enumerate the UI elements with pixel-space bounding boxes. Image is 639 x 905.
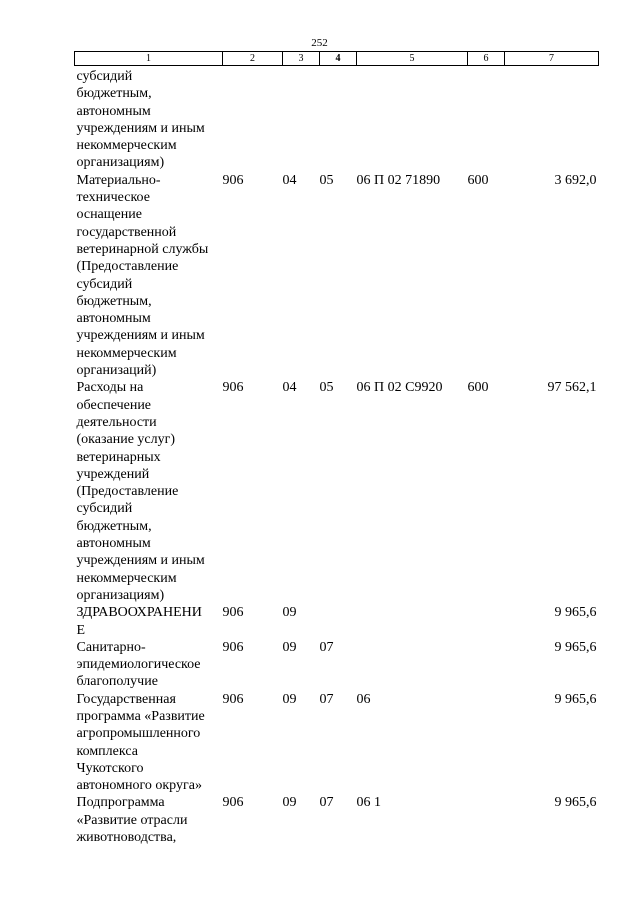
row-type [468, 794, 505, 846]
table-row [75, 604, 599, 639]
row-subsection [320, 604, 357, 639]
row-code [223, 66, 283, 172]
row-sum: 9 965,6 [554, 605, 597, 621]
table-row [75, 639, 599, 691]
row-sum: 97 562,1 [547, 380, 597, 396]
row-section: 09 [282, 691, 297, 707]
row-type [468, 639, 505, 691]
row-name: Государственная программа «Развитие агропромышленного комплекса Чукотского автономного округа» [76, 691, 205, 794]
row-sum: 3 692,0 [554, 172, 597, 188]
row-type [468, 604, 505, 639]
row-code: 906 [222, 605, 244, 621]
table-row [75, 66, 599, 172]
row-name: Подпрограмма «Развитие отрасли животноводства, [76, 795, 188, 846]
row-name: субсидий бюджетным, автономным учреждениям и иным некоммерческим организациям) [76, 69, 205, 171]
row-sum: 9 965,6 [554, 639, 597, 655]
header-col-5: 5 [357, 52, 468, 66]
row-section: 09 [282, 795, 297, 811]
row-subsection [320, 66, 357, 172]
row-section: 04 [282, 172, 297, 188]
row-code: 906 [222, 691, 244, 707]
row-code: 906 [222, 795, 244, 811]
row-code: 906 [222, 639, 244, 655]
row-subsection: 07 [319, 691, 334, 707]
row-type [468, 691, 505, 795]
row-code: 906 [222, 172, 244, 188]
header-col-1: 1 [75, 52, 223, 66]
row-type: 600 [467, 172, 489, 188]
row-name: Расходы на обеспечение деятельности (оказание услуг) ветеринарных учреждений (Предоставление субсидий бюджетным, автономным учреждениям и иным некоммерческим организациям) [76, 380, 205, 603]
table-row [75, 691, 599, 795]
header-col-3: 3 [283, 52, 320, 66]
row-subsection: 05 [319, 172, 334, 188]
row-target: 06 1 [356, 795, 381, 811]
row-type [468, 66, 505, 172]
page-number: 252 [311, 37, 328, 49]
row-section: 09 [282, 639, 297, 655]
header-col-6: 6 [468, 52, 505, 66]
row-sum: 9 965,6 [554, 795, 597, 811]
row-type: 600 [467, 380, 489, 396]
table-row [75, 379, 599, 604]
table-row [75, 172, 599, 380]
row-name: Материально- техническое оснащение государственной ветеринарной службы (Предоставление субсидий бюджетным, автономным учреждениям и иным некоммерческим организаций) [76, 172, 209, 379]
row-section: 09 [282, 605, 297, 621]
row-subsection: 07 [319, 639, 334, 655]
header-col-2: 2 [223, 52, 283, 66]
row-subsection: 07 [319, 795, 334, 811]
row-section [283, 66, 320, 172]
row-target: 06 П 02 71890 [356, 172, 441, 188]
row-code: 906 [222, 380, 244, 396]
row-target [357, 66, 468, 172]
row-name: ЗДРАВООХРАНЕНИ Е [76, 605, 202, 638]
table-header [75, 52, 599, 66]
row-name: Санитарно- эпидемиологическое благополучие [76, 639, 201, 690]
table-row [75, 794, 599, 846]
row-subsection: 05 [319, 380, 334, 396]
row-target: 06 П 02 С9920 [356, 380, 443, 396]
row-target [357, 604, 468, 639]
budget-table [74, 51, 599, 846]
row-target [357, 639, 468, 691]
row-sum: 9 965,6 [554, 691, 597, 707]
row-section: 04 [282, 380, 297, 396]
header-col-4: 4 [320, 52, 357, 66]
row-sum [505, 66, 599, 172]
row-target: 06 [356, 691, 371, 707]
header-col-7: 7 [505, 52, 599, 66]
